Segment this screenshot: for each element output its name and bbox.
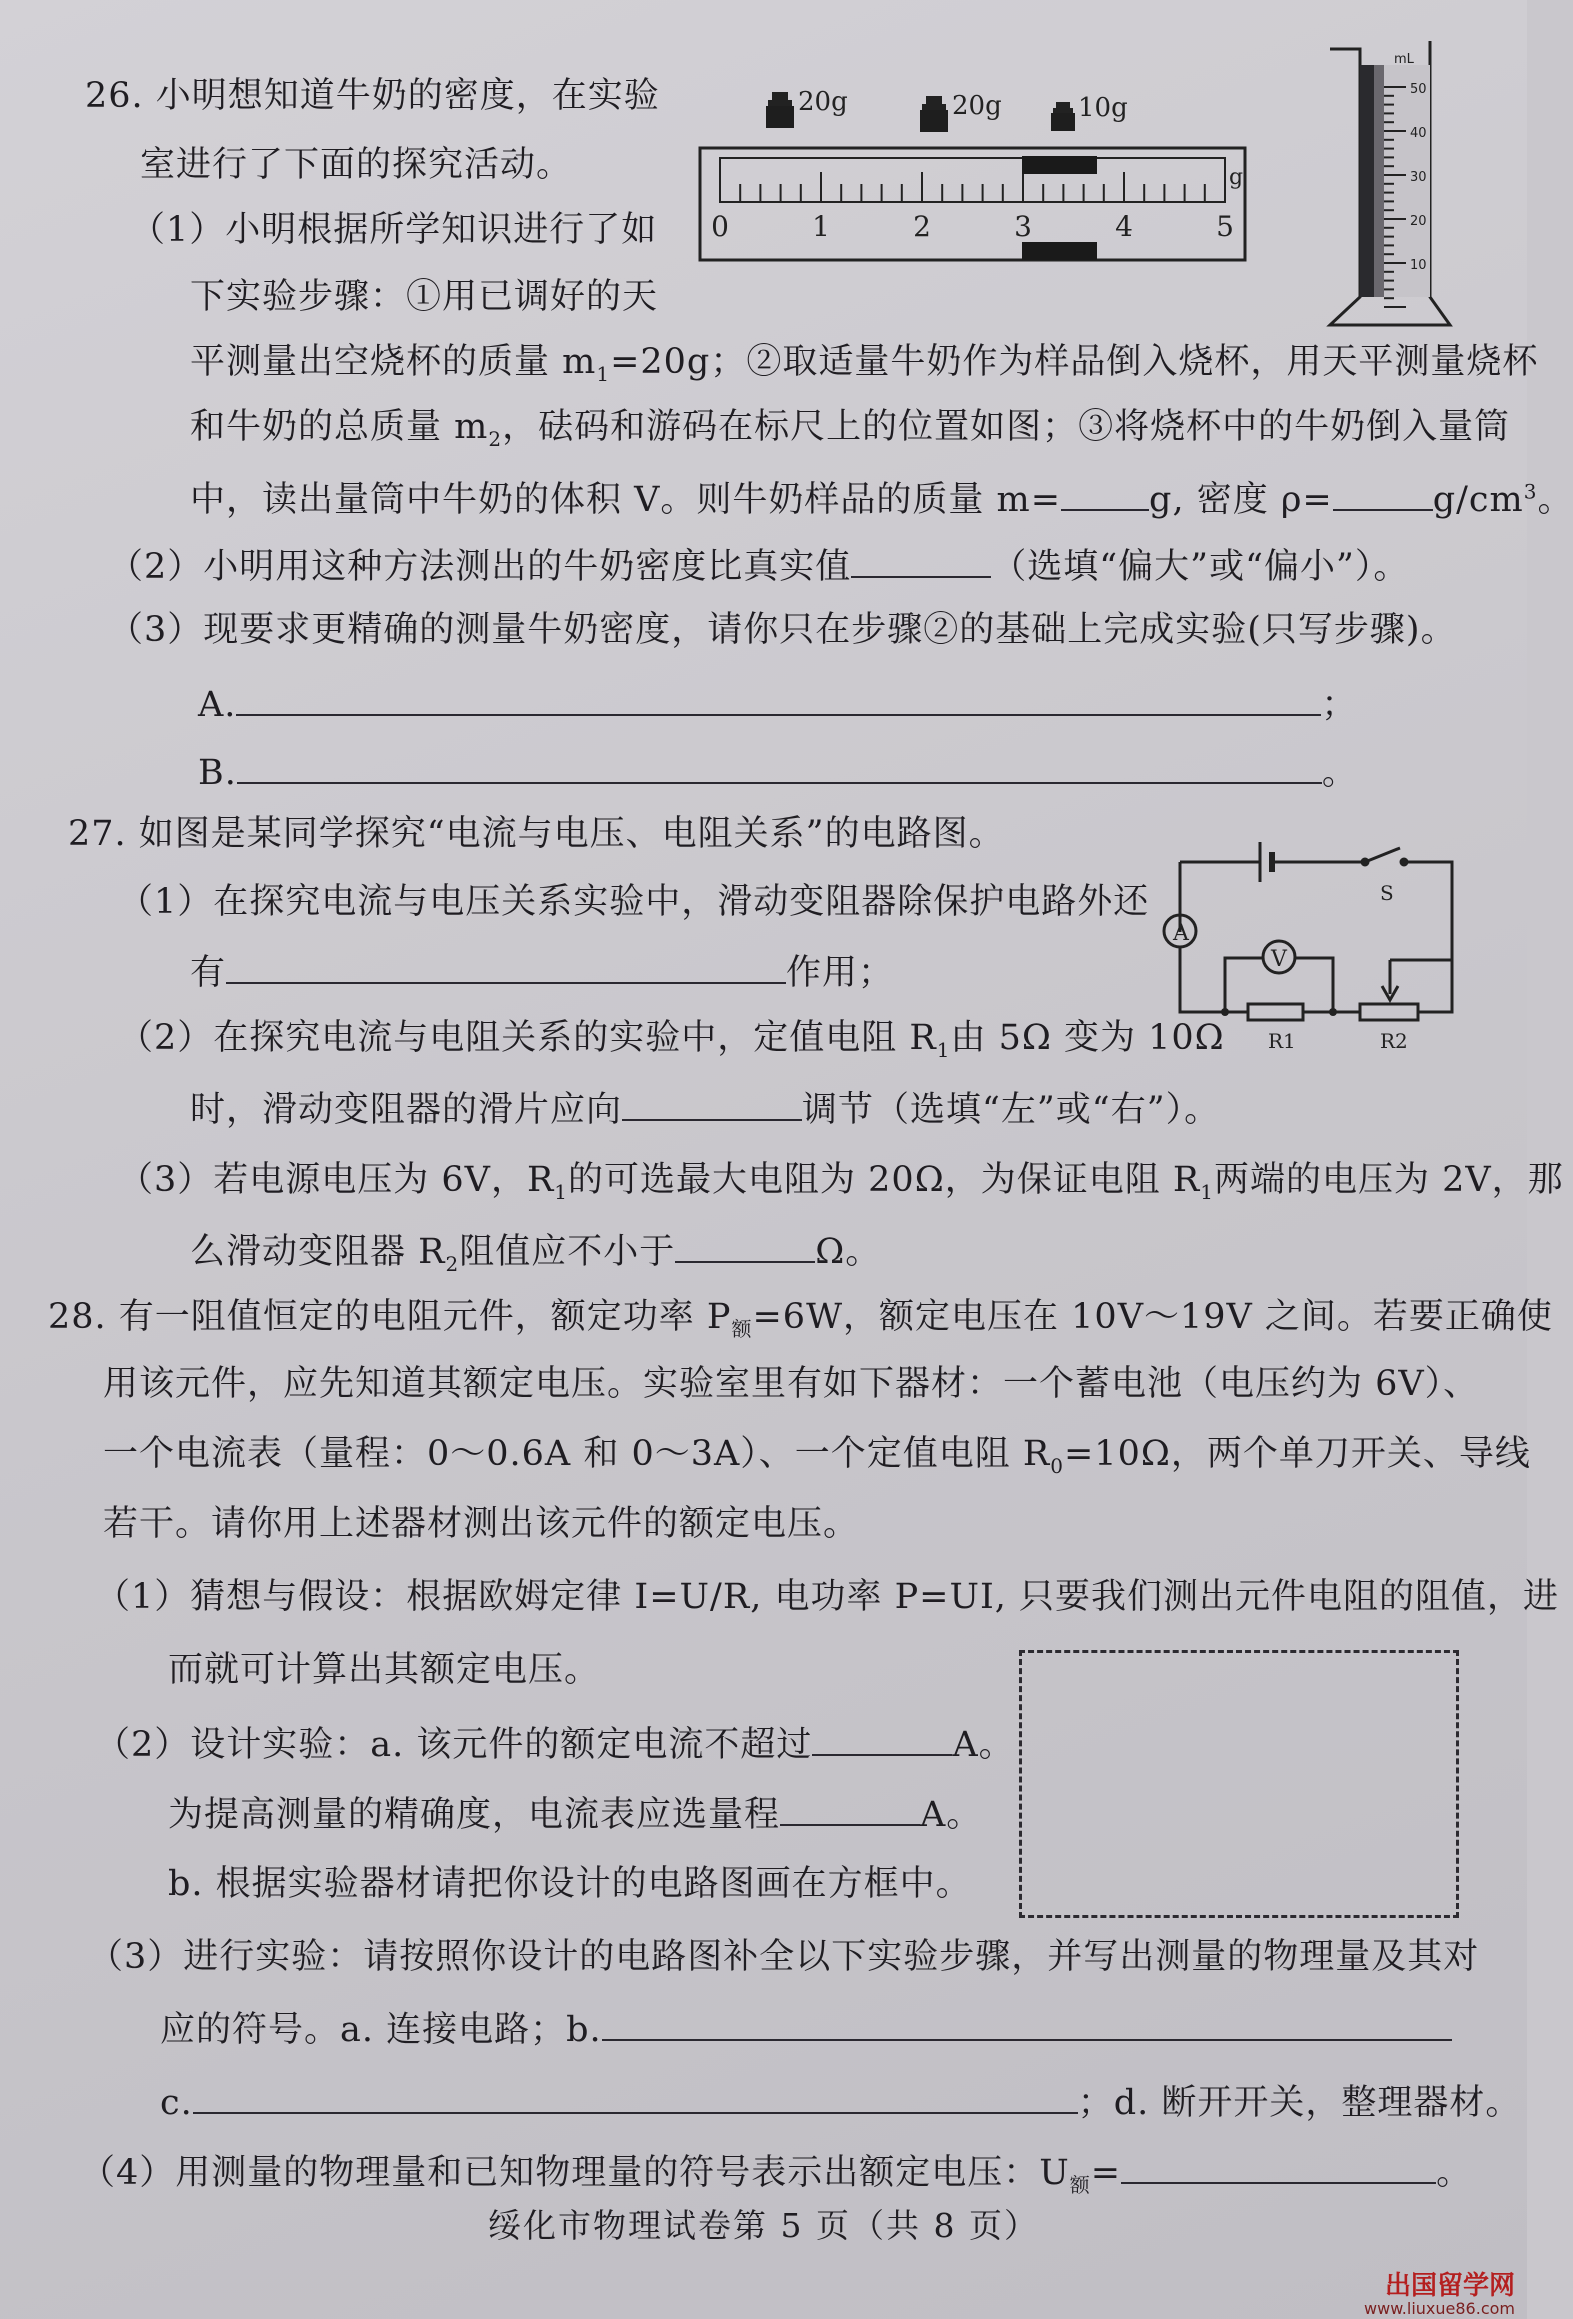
q28-part3-line3: c. ；d. 断开开关，整理器材。 — [160, 2078, 1521, 2125]
step-b-blank[interactable] — [602, 2005, 1452, 2041]
density-blank[interactable] — [1333, 475, 1433, 511]
q28-part2-line2: 为提高测量的精确度，电流表应选量程 A。 — [168, 1790, 982, 1837]
q28-part1-line2: 而就可计算出其额定电压。 — [168, 1650, 601, 1690]
q26-part1-line5: 中，读出量筒中牛奶的体积 V。则牛奶样品的质量 m= g, 密度 $\rho= g/cm^3$。 — [190, 475, 1573, 522]
voltmeter-label: V — [1271, 947, 1287, 972]
balance-scale-figure — [690, 70, 1260, 270]
svg-text:20g: 20g — [952, 91, 1002, 121]
scale-label: 3 — [1014, 210, 1032, 243]
r2-label: R2 — [1380, 1029, 1408, 1053]
step-b-blank[interactable] — [237, 748, 1322, 784]
ammeter-label: A — [1173, 921, 1189, 946]
q28-stem-line3: 一个电流表（量程：0～0.6A 和 0～3A）、一个定值电阻 $R_0=10\Omega$，两个单刀开关、导线 — [103, 1434, 1531, 1478]
q26-part2: （2）小明用这种方法测出的牛奶密度比真实值 （选填“偏大”或“偏小”）。 — [108, 542, 1409, 589]
q26-part1-line3: 平测量出空烧杯的质量 $m_1=20g$；②取适量牛奶作为样品倒入烧杯，用天平测量烧杯 — [190, 342, 1539, 386]
switch-label: S — [1380, 881, 1394, 905]
q27-part2-line2: 时，滑动变阻器的滑片应向 调节（选填“左”或“右”）。 — [190, 1085, 1220, 1132]
q26-part1-line1: （1）小明根据所学知识进行了如 — [130, 210, 658, 250]
scale-label: 2 — [913, 210, 931, 243]
cylinder-unit: mL — [1394, 52, 1414, 67]
scale-label: 0 — [711, 210, 729, 243]
cylinder-label: 30 — [1410, 170, 1427, 185]
q28-part1-line1: （1）猜想与假设：根据欧姆定律 I=U/R, 电功率 P=UI, 只要我们测出元件电阻的阻值，进 — [95, 1577, 1560, 1617]
q27-part2-line1: （2）在探究电流与电阻关系的实验中，定值电阻 $R_1$由 5Ω 变为 10Ω — [118, 1018, 1225, 1062]
q27-part3-line1: （3）若电源电压为 6V，$R_1$的可选最大电阻为 20Ω，为保证电阻 $R_1$两端的电压为 2V，那 — [118, 1160, 1564, 1204]
direction-blank[interactable] — [622, 1085, 802, 1121]
resistance-blank[interactable] — [675, 1227, 815, 1263]
q28-part3-line1: （3）进行实验：请按照你设计的电路图补全以下实验步骤，并写出测量的物理量及其对 — [88, 1937, 1480, 1977]
q28-part2-line1: （2）设计实验：a. 该元件的额定电流不超过 A。 — [95, 1720, 1015, 1767]
svg-text:20g: 20g — [798, 87, 848, 117]
q28-stem-line4: 若干。请你用上述器材测出该元件的额定电压。 — [103, 1504, 860, 1544]
q27-part1-line2: 有 作用； — [190, 948, 894, 995]
step-c-blank[interactable] — [193, 2078, 1078, 2114]
q26-part3: （3）现要求更精确的测量牛奶密度，请你只在步骤②的基础上完成实验(只写步骤)。 — [108, 610, 1457, 650]
q27-stem: 27. 如图是某同学探究“电流与电压、电阻关系”的电路图。 — [68, 814, 1005, 854]
q26-step-b: B. 。 — [198, 748, 1358, 795]
q28-part2-line3: b. 根据实验器材请把你设计的电路图画在方框中。 — [168, 1864, 972, 1904]
q28-part4: （4）用测量的物理量和已知物理量的符号表示出额定电压：$U_额=$ 。 — [80, 2148, 1472, 2195]
page-footer: 绥化市物理试卷第 5 页（共 8 页） — [488, 2206, 1039, 2245]
cylinder-label: 10 — [1410, 258, 1427, 273]
q26-stem-line2: 室进行了下面的探究活动。 — [140, 145, 573, 185]
scale-label: 4 — [1115, 210, 1133, 243]
range-blank[interactable] — [780, 1790, 920, 1826]
q27-part1-line1: （1）在探究电流与电压关系实验中，滑动变阻器除保护电路外还 — [118, 882, 1150, 922]
circuit-diagram — [1160, 820, 1480, 1060]
weight-icon — [766, 87, 848, 128]
weight-icon — [1051, 93, 1128, 131]
q26-stem-line1: 26. 小明想知道牛奶的密度，在实验 — [85, 76, 660, 116]
q27-part3-line2: 么滑动变阻器 $R_2$阻值应不小于 Ω。 — [190, 1227, 881, 1274]
rated-voltage-blank[interactable] — [1121, 2148, 1436, 2184]
scale-label: 5 — [1216, 210, 1234, 243]
r1-label: R1 — [1268, 1029, 1296, 1053]
q26-step-a: A. ； — [198, 680, 1357, 727]
rated-current-blank[interactable] — [812, 1720, 952, 1756]
scale-unit: g — [1229, 165, 1244, 190]
mass-blank[interactable] — [1061, 475, 1149, 511]
measuring-cylinder — [1320, 35, 1460, 330]
svg-text:10g: 10g — [1078, 93, 1128, 123]
cylinder-label: 20 — [1410, 214, 1427, 229]
watermark-logo: 出国留学网 www.liuxue86.com — [1364, 2271, 1515, 2318]
q28-part3-line2: 应的符号。a. 连接电路；b. — [160, 2005, 1452, 2052]
cylinder-label: 40 — [1410, 126, 1427, 141]
step-a-blank[interactable] — [236, 680, 1321, 716]
weight-icon — [920, 91, 1002, 132]
cylinder-label: 50 — [1410, 82, 1427, 97]
q26-part1-line2: 下实验步骤：①用已调好的天 — [190, 277, 659, 317]
q26-part1-line4: 和牛奶的总质量 $m_2$，砝码和游码在标尺上的位置如图；③将烧杯中的牛奶倒入量筒 — [190, 407, 1511, 451]
q28-stem-line1: 28. 有一阻值恒定的电阻元件，额定功率 $P_额=6W$，额定电压在 10V～19V 之间。若要正确使 — [48, 1297, 1553, 1341]
scale-label: 1 — [812, 210, 830, 243]
bias-blank[interactable] — [851, 542, 991, 578]
rheostat-role-blank[interactable] — [226, 948, 786, 984]
circuit-drawing-box[interactable] — [1019, 1650, 1459, 1918]
q28-stem-line2: 用该元件，应先知道其额定电压。实验室里有如下器材：一个蓄电池（电压约为 6V）、 — [103, 1364, 1480, 1404]
